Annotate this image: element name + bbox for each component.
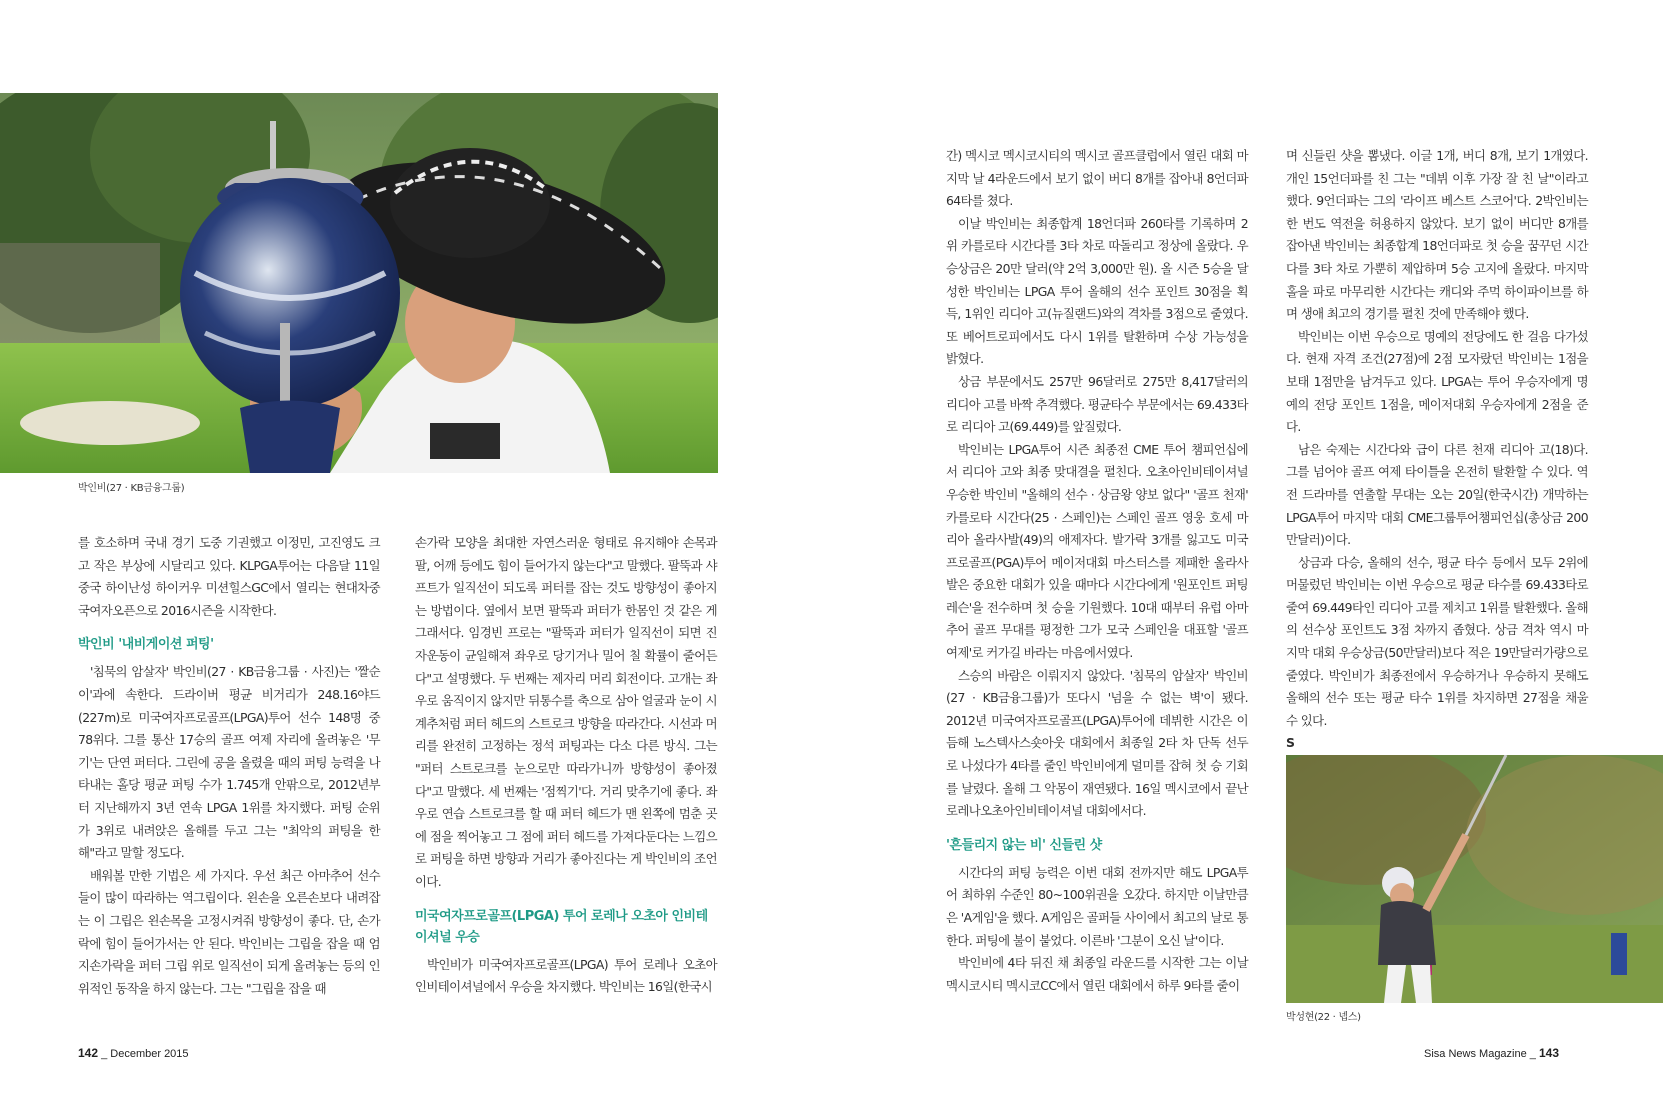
article-column-1 <box>78 532 380 1000</box>
col1-para: 배워볼 만한 기법은 세 가지다. 우선 최근 아마추어 선수들이 많이 따라하는 역그립이다. 왼손을 오른손보다 내려잡는 이 그립은 왼손목을 고정시켜줘 방향성이 좋다. 단, 손가락에 힘이 들어가서는 안 된다. 박인비는 그립을 잡을 때 엄지손가락을 퍼터 그립 위로 일직선이 되게 올려놓는 등의 인위적인 동작을 하지 않는다. 그는 "그립을 잡을 때 <box>78 867 380 996</box>
col4-para: 남은 숙제는 시간다와 급이 다른 천재 리디아 고(18)다. 그를 넘어야 골프 여제 타이틀을 온전히 탈환할 수 있다. 역전 드라마를 연출할 무대는 오는 20일(한국시간) 개막하는 LPGA투어 마지막 대회 CME그룹투어챔피언십(총상금 200만달러)이다. <box>1286 441 1588 548</box>
folio-right-text: Sisa News Magazine _ <box>1424 1048 1536 1060</box>
col3-para: 박인비는 LPGA투어 시즌 최종전 CME 투어 챔피언십에서 리디아 고와 최종 맞대결을 펼친다. 오초아인비테이셔널 우승한 박인비 "올해의 선수 · 상금왕 양보 없다" '골프 천재' 카를로타 시간다(25 · 스페인)는 스페인 골프 영웅 호세 마리아 올라사발(49)의 애제자다. 발가락 3개를 잃고도 미국프로골프(PGA)투어 메이저대회 마스터스를 제패한 올라사발은 중요한 대회가 있을 때마다 시간다에게 '원포인트 퍼팅 레슨'을 전수하며 첫 승을 기원했다. 10대 때부터 유럽 아마추어 골프 무대를 평정한 그가 모국 스페인을 대표할 '골프 여제'로 커가길 바라는 마음에서였다. <box>946 441 1248 661</box>
folio-left-text: _ December 2015 <box>101 1048 189 1060</box>
article-end-mark: S <box>1286 735 1295 751</box>
photo-park-sunghyun-illustration <box>1286 755 1663 1003</box>
col3-para: 박인비에 4타 뒤진 채 최종일 라운드를 시작한 그는 이날 멕시코시티 멕시코CC에서 열린 대회에서 하루 9타를 줄이 <box>946 955 1248 993</box>
col3-para: 이날 박인비는 최종합계 18언더파 260타를 기록하며 2위 카를로타 시간다를 3타 차로 따돌리고 정상에 올랐다. 우승상금은 20만 달러(약 2억 3,000만 원). 올 시즌 5승을 달성한 박인비는 LPGA 투어 올해의 선수 포인트 30점을 획득, 1위인 리디아 고(뉴질랜드)와의 격차를 3점으로 줄였다. 또 베어트로피에서도 다시 1위를 탈환하며 수상 가능성을 밝혔다. <box>946 215 1248 367</box>
section-heading-shot: '흔들리지 않는 비' 신들린 샷 <box>946 837 1102 853</box>
article-column-3 <box>946 145 1248 997</box>
article-column-2 <box>415 532 717 999</box>
page-number-right: 143 <box>1538 1046 1559 1060</box>
col3-para: 시간다의 퍼팅 능력은 이번 대회 전까지만 해도 LPGA투어 최하위 수준인 80~100위권을 오갔다. 하지만 이날만큼은 'A게임'을 했다. A게임은 골퍼들 사이에서 최고의 날로 통한다. 퍼팅에 불이 붙었다. 이른바 '그분이 오신 날'이다. <box>946 864 1248 948</box>
photo-park-sunghyun-swing <box>1286 755 1663 1003</box>
folio-right <box>1424 1046 1559 1060</box>
article-column-4 <box>1286 145 1588 784</box>
col1-para: '침묵의 암살자' 박인비(27 · KB금융그룹 · 사진)는 '짤순이'과에 속한다. 드라이버 평균 비거리가 248.16야드(227m)로 미국여자프로골프(LPGA)투어 선수 148명 중 78위다. 그를 통산 17승의 골프 여제 자리에 올려놓은 '무기'는 단연 퍼터다. 그린에 공을 올렸을 때의 퍼팅 능력을 나타내는 홀당 평균 퍼팅 수가 1.745개 안팎으로, 2012년부터 지난해까지 3년 연속 LPGA 1위를 차지했다. 퍼팅 순위가 3위로 내려앉은 올해를 두고 그는 "최악의 퍼팅을 한 해"라고 말할 정도다. <box>78 664 380 861</box>
col3-para: 간) 멕시코 멕시코시티의 멕시코 골프클럽에서 열린 대회 마지막 날 4라운드에서 보기 없이 버디 8개를 잡아내 8언더파 64타를 쳤다. <box>946 148 1248 209</box>
col4-para: 며 신들린 샷을 뽐냈다. 이글 1개, 버디 8개, 보기 1개였다. 개인 15언더파를 친 그는 "데뷔 이후 가장 잘 친 날"이라고 했다. 9언더파는 그의 '라이프 베스트 스코어'다. 2박인비는 한 번도 역전을 허용하지 않았다. 보기 없이 버디만 8개를 잡아낸 박인비는 최종합계 18언더파로 첫 승을 꿈꾸던 시간다를 3타 차로 가뿐히 제압하며 5승 고지에 올랐다. 마지막홀을 파로 마무리한 시간다는 캐디와 주먹 하이파이브를 하며 생애 최고의 경기를 펼친 것에 만족해야 했다. <box>1286 148 1588 322</box>
photo2-caption: 박성현(22 · 넵스) <box>1286 1012 1361 1023</box>
photo-park-inbee-trophy <box>0 93 718 473</box>
col4-para: 박인비는 이번 우승으로 명예의 전당에도 한 걸음 다가섰다. 현재 자격 조건(27점)에 2점 모자랐던 박인비는 1점을 보태 1점만을 남겨두고 있다. LPGA는 투어 우승자에게 명예의 전당 포인트 1점을, 메이저대회 우승자에게 2점을 준다. <box>1286 328 1588 435</box>
col1-para-top: 를 호소하며 국내 경기 도중 기권했고 이정민, 고진영도 크고 작은 부상에 시달리고 있다. KLPGA투어는 다음달 11일 중국 하이난성 하이커우 미션힐스GC에서 열리는 현대차중국여자오픈으로 2016시즌을 시작한다. <box>78 535 380 618</box>
col3-para: 상금 부문에서도 257만 96달러로 275만 8,417달러의 리디아 고를 바짝 추격했다. 평균타수 부문에서는 69.433타로 리디아 고(69.449)를 앞질렀다. <box>946 373 1248 435</box>
photo1-caption: 박인비(27 · KB금융그룹) <box>78 483 185 494</box>
page-number-left: 142 <box>78 1046 99 1060</box>
section-heading-lpga-win: 미국여자프로골프(LPGA) 투어 로레나 오초아 인비테이셔널 우승 <box>415 908 708 945</box>
col2-para: 박인비가 미국여자프로골프(LPGA) 투어 로레나 오초아 인비테이셔널에서 우승을 차지했다. 박인비는 16일(한국시 <box>415 956 717 995</box>
photo-park-inbee-illustration <box>0 93 718 473</box>
folio-left <box>78 1046 189 1060</box>
col3-para: 스승의 바람은 이뤄지지 않았다. '침묵의 암살자' 박인비(27 · KB금융그룹)가 또다시 '넘을 수 없는 벽'이 됐다. 2012년 미국여자프로골프(LPGA)투어에 데뷔한 시간은 이듬해 노스텍사스숏아웃 대회에서 최종일 2타 차 단독 선두로 나섰다가 4타를 줄인 박인비에게 덜미를 잡혀 첫 승 기회를 날렸다. 올해 그 악몽이 재연됐다. 16일 멕시코에서 끝난 로레나오초아인비테이셔널 대회에서다. <box>946 667 1248 819</box>
col2-para: 손가락 모양을 최대한 자연스러운 형태로 유지해야 손목과 팔, 어깨 등에도 힘이 들어가지 않는다"고 말했다. 팔뚝과 샤프트가 일직선이 되도록 퍼터를 잡는 것도 방향성이 좋아지는 방법이다. 옆에서 보면 팔뚝과 퍼터가 한몸인 것 같은 게 그래서다. 임경빈 프로는 "팔뚝과 퍼터가 일직선이 되면 진자운동이 균일해져 좌우로 당기거나 밀어 칠 확률이 줄어든다"고 설명했다. 두 번째는 제자리 머리 회전이다. 고개는 좌우로 움직이지 않지만 뒤통수를 축으로 삼아 얼굴과 눈이 시계추처럼 퍼터 헤드의 스트로크 방향을 따라간다. 시선과 머리를 완전히 고정하는 정석 퍼팅과는 다소 다른 방식. 그는 "퍼터 스트로크를 눈으로만 따라가니까 방향성이 좋아졌다"고 말했다. 세 번째는 '점찍기'다. 거리 맞추기에 좋다. 좌우로 연습 스트로크를 할 때 퍼터 헤드가 맨 왼쪽에 멈춘 곳에 점을 찍어놓고 그 점에 퍼터 헤드를 가져다둔다는 느낌으로 퍼팅을 하면 방향과 거리가 좋아진다는 게 박인비의 조언이다. <box>415 535 717 889</box>
col4-para: 상금과 다승, 올해의 선수, 평균 타수 등에서 모두 2위에 머물렀던 박인비는 이번 우승으로 평균 타수를 69.433타로 줄여 69.449타인 리디아 고를 제치고 1위를 탈환했다. 올해의 선수상 포인트도 3점 차까지 좁혔다. 상금 격차 역시 마지막 대회 우승상금(50만달러)보다 적은 19만달러가량으로 줄였다. 박인비가 최종전에서 우승하거나 우승하지 못해도 올해의 선수 또는 평균 타수 1위를 차지하면 27점을 채울 수 있다. <box>1286 554 1588 728</box>
section-heading-putting: 박인비 '내비게이션 퍼팅' <box>78 637 214 653</box>
